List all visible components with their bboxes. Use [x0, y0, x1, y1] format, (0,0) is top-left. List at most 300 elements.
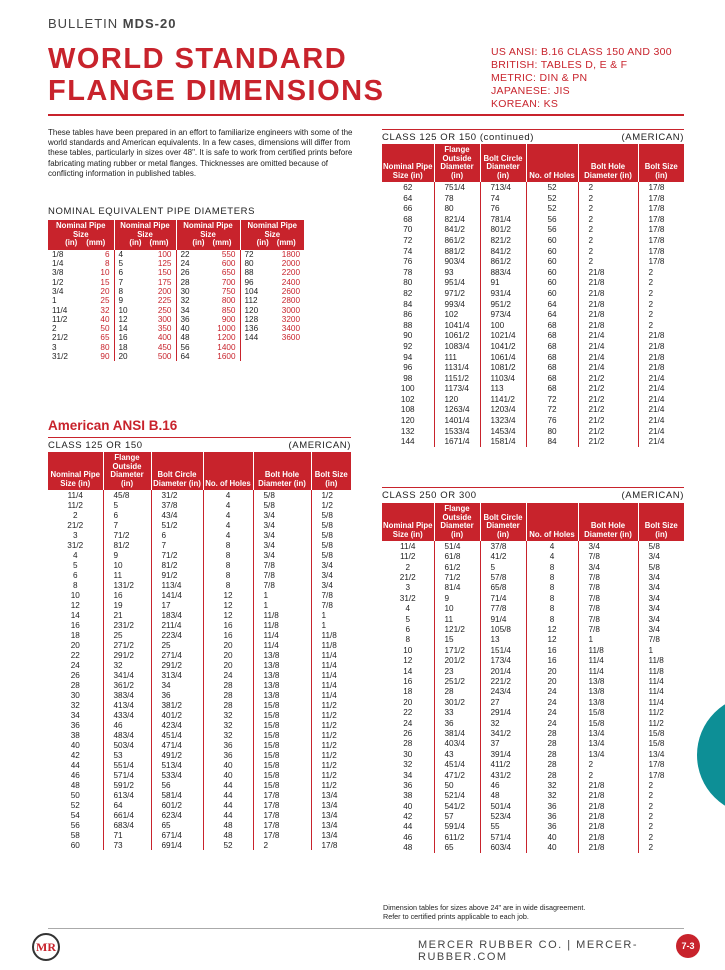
table-row: [382, 362, 684, 373]
table-cell: 2: [578, 182, 638, 193]
table-cell: 451/4: [434, 760, 480, 770]
table-cell: 34: [176, 306, 201, 315]
table-cell: 3: [405, 583, 411, 593]
table-cell: 65: [151, 820, 203, 830]
table-cell: 20: [203, 660, 253, 670]
table-cell: 14: [403, 666, 413, 676]
table-cell: 42: [403, 812, 413, 822]
table-cell: 78: [434, 193, 480, 204]
col-header-bolt-hole: Bolt Hole Diameter (in): [253, 452, 311, 490]
table-cell: 16: [203, 630, 253, 640]
table-cell: 76: [480, 204, 526, 215]
table-cell: 21/8: [638, 341, 684, 352]
table-cell: 391/4: [480, 749, 526, 759]
table-cell: 5/8: [311, 540, 351, 550]
table-cell: 16: [114, 333, 141, 342]
table-cell: 11/2: [638, 708, 684, 718]
table-cell: 13: [480, 635, 526, 645]
table-cell: 2: [638, 843, 684, 853]
table-cell: 104: [240, 287, 269, 296]
table-cell: 11/2: [311, 720, 351, 730]
table-cell: 11/8: [638, 656, 684, 666]
table-cell: 12: [114, 315, 141, 324]
table-row: [382, 822, 684, 832]
table-row: [48, 680, 351, 690]
col-header-outside-diameter: Flange Outside Diameter (in): [434, 503, 480, 541]
table-row: [48, 760, 351, 770]
footer-site-link[interactable]: MERCER-RUBBER.COM: [418, 939, 639, 963]
table-cell: 71/4: [480, 593, 526, 603]
table-cell: 8: [72, 580, 78, 590]
table-cell: 1/2: [52, 277, 64, 287]
table-cell: 11/4: [638, 687, 684, 697]
page-title-line1: WORLD STANDARD: [48, 43, 348, 75]
table-cell: 50: [70, 790, 80, 800]
table-row: [48, 490, 351, 500]
table-cell: 361/2: [103, 680, 151, 690]
table-cell: 4: [203, 520, 253, 530]
table-row: [48, 510, 351, 520]
table-cell: 21/8: [578, 812, 638, 822]
table-cell: 20: [203, 650, 253, 660]
table-row: [382, 666, 684, 676]
table-cell: 11/2: [400, 552, 416, 562]
table-row: [382, 697, 684, 707]
table-cell: 21/8: [638, 331, 684, 342]
table-row: [382, 780, 684, 790]
table-cell: 1/2: [311, 500, 351, 510]
table-cell: 1081/2: [480, 362, 526, 373]
class150cont-table-wrap: [382, 144, 684, 447]
table-cell: 16: [203, 620, 253, 630]
table-cell: 850: [221, 305, 236, 315]
table-cell: 5: [114, 259, 141, 268]
table-cell: 1021/4: [480, 331, 526, 342]
table-cell: 72: [403, 235, 413, 245]
table-cell: 68: [526, 320, 578, 331]
table-cell: 92: [403, 341, 413, 351]
table-cell: 28: [203, 680, 253, 690]
table-cell: 13/4: [311, 830, 351, 840]
table-cell: 60: [526, 288, 578, 299]
table-cell: 23: [434, 666, 480, 676]
table-cell: 14: [70, 610, 80, 620]
table-cell: 800: [221, 296, 236, 306]
table-cell: 243/4: [480, 687, 526, 697]
table-row: [48, 352, 304, 361]
table-cell: 7: [114, 278, 141, 287]
table-cell: 17/8: [638, 257, 684, 268]
table-cell: 11/4: [400, 541, 416, 551]
table-cell: 15/8: [253, 760, 311, 770]
col-header-holes: No. of Holes: [526, 144, 578, 182]
table-cell: 60: [526, 257, 578, 268]
table-row: [48, 660, 351, 670]
table-cell: 50: [434, 780, 480, 790]
table-cell: 11/2: [311, 700, 351, 710]
table-cell: 381/4: [434, 728, 480, 738]
table-cell: 2: [578, 770, 638, 780]
table-cell: 881/2: [434, 246, 480, 257]
table-cell: 12: [526, 625, 578, 635]
table-cell: 73: [103, 840, 151, 850]
table-cell: 57: [434, 812, 480, 822]
table-cell: 22: [176, 250, 201, 259]
table-row: [48, 287, 304, 296]
table-cell: 503/4: [103, 740, 151, 750]
table-cell: 52: [526, 204, 578, 215]
table-cell: 1041/2: [480, 341, 526, 352]
table-row: [48, 250, 304, 259]
table-cell: 1533/4: [434, 426, 480, 437]
table-cell: 691/4: [151, 840, 203, 850]
table-cell: 231/2: [103, 620, 151, 630]
table-cell: 2: [638, 267, 684, 278]
table-row: [48, 650, 351, 660]
table-cell: 76: [403, 257, 413, 267]
table-cell: 4: [72, 550, 78, 560]
col-header-holes: No. of Holes: [203, 452, 253, 490]
table-cell: 34: [403, 770, 413, 780]
table-cell: 11/4: [638, 697, 684, 707]
col-header-bolt-hole: Bolt Hole Diameter (in): [578, 144, 638, 182]
table-cell: 36: [403, 780, 413, 790]
table-cell: 613/4: [103, 790, 151, 800]
table-cell: 74: [480, 193, 526, 204]
table-cell: 6: [103, 510, 151, 520]
table-cell: 1: [638, 645, 684, 655]
table-cell: 3/4: [52, 286, 64, 296]
table-cell: 11/8: [578, 645, 638, 655]
table-cell: 56: [526, 225, 578, 236]
table-cell: 34: [70, 710, 80, 720]
table-cell: 86: [403, 310, 413, 320]
table-cell: 44: [203, 790, 253, 800]
table-row: [48, 530, 351, 540]
footer-company: MERCER RUBBER CO.: [418, 939, 563, 951]
table-cell: 2: [638, 780, 684, 790]
table-cell: 13/8: [253, 680, 311, 690]
table-cell: 96: [403, 363, 413, 373]
table-cell: 120: [434, 394, 480, 405]
table-cell: 65: [434, 843, 480, 853]
table-cell: 76: [526, 415, 578, 426]
table-row: [48, 840, 351, 850]
table-cell: 68: [403, 214, 413, 224]
table-cell: 11/4: [638, 676, 684, 686]
table-cell: 291/4: [480, 708, 526, 718]
bulletin-label: BULLETIN MDS-20: [48, 16, 177, 31]
table-cell: 17/8: [638, 182, 684, 193]
table-cell: 5: [72, 560, 78, 570]
table-cell: 31/2: [151, 490, 203, 500]
table-cell: 11/4: [578, 656, 638, 666]
table-cell: 1: [311, 610, 351, 620]
table-cell: 1141/2: [480, 394, 526, 405]
table-cell: 551/4: [103, 760, 151, 770]
table-cell: 403/4: [434, 739, 480, 749]
table-cell: 250: [157, 305, 172, 315]
table-cell: 6: [114, 268, 141, 277]
nominal-group-header: Nominal Pipe Size (in) (mm): [48, 220, 114, 250]
table-cell: 201/4: [480, 666, 526, 676]
table-cell: 8: [526, 562, 578, 572]
table-cell: 15/8: [253, 740, 311, 750]
nominal-table-wrap: [48, 220, 304, 361]
table-cell: 15/8: [578, 718, 638, 728]
table-cell: 5/8: [638, 562, 684, 572]
table-row: [48, 730, 351, 740]
table-cell: 313/4: [151, 670, 203, 680]
table-cell: 2: [52, 324, 57, 334]
table-cell: 2: [638, 299, 684, 310]
table-cell: 7/8: [253, 560, 311, 570]
table-cell: 45/8: [103, 490, 151, 500]
table-row: [48, 820, 351, 830]
table-cell: 751/4: [434, 182, 480, 193]
table-cell: 37/8: [480, 541, 526, 551]
footnote-line: Dimension tables for sizes above 24" are in wide disagreement.: [383, 903, 586, 912]
table-cell: 2: [72, 510, 78, 520]
table-cell: 70: [403, 225, 413, 235]
table-row: [48, 570, 351, 580]
table-cell: 16: [526, 656, 578, 666]
table-cell: 3/4: [311, 570, 351, 580]
table-cell: 21/8: [578, 310, 638, 321]
page-number-badge: 7-3: [676, 934, 700, 958]
table-cell: 8: [526, 583, 578, 593]
table-cell: 48: [70, 780, 80, 790]
table-cell: 521/4: [434, 791, 480, 801]
table-cell: 571/4: [103, 770, 151, 780]
table-cell: 21/8: [578, 288, 638, 299]
table-cell: 301/2: [434, 697, 480, 707]
table-cell: 591/2: [103, 780, 151, 790]
table-row: [382, 770, 684, 780]
table-row: [382, 352, 684, 363]
table-cell: 973/4: [480, 310, 526, 321]
table-row: [382, 604, 684, 614]
table-cell: 13/8: [578, 687, 638, 697]
table-cell: 24: [70, 660, 80, 670]
table-cell: 36: [526, 822, 578, 832]
table-cell: 11/2: [311, 730, 351, 740]
table-cell: 18: [114, 343, 141, 352]
table-cell: 11/2: [311, 750, 351, 760]
standard-item: US ANSI: B.16 CLASS 150 AND 300: [491, 46, 672, 58]
table-cell: 33: [434, 708, 480, 718]
col-header-bolt-hole: Bolt Hole Diameter (in): [578, 503, 638, 541]
table-cell: 291/2: [103, 650, 151, 660]
table-cell: 11/4: [311, 690, 351, 700]
table-cell: 48: [176, 333, 201, 342]
table-row: [382, 541, 684, 551]
table-cell: 40: [526, 843, 578, 853]
table-row: [382, 718, 684, 728]
table-cell: 2: [405, 562, 411, 572]
table-cell: 650: [221, 268, 236, 278]
class150cont-title: CLASS 125 OR 150 (continued): [382, 132, 534, 143]
table-cell: 601/2: [151, 800, 203, 810]
table-row: [48, 640, 351, 650]
table-cell: 30: [176, 287, 201, 296]
class300-caption: [382, 487, 684, 501]
table-cell: 413/4: [103, 700, 151, 710]
table-cell: 15/8: [253, 730, 311, 740]
table-cell: 15/8: [253, 750, 311, 760]
table-cell: 36: [203, 750, 253, 760]
table-cell: 65: [100, 333, 110, 343]
table-row: [382, 384, 684, 395]
table-cell: 80: [526, 426, 578, 437]
table-cell: 41/2: [480, 552, 526, 562]
table-cell: 44: [403, 822, 413, 832]
table-cell: 13/4: [578, 728, 638, 738]
table-cell: 72: [240, 250, 269, 259]
table-cell: 2800: [281, 296, 300, 306]
table-cell: 144: [240, 333, 269, 342]
table-cell: 523/4: [480, 812, 526, 822]
table-cell: 21/4: [578, 352, 638, 363]
table-cell: 17: [151, 600, 203, 610]
table-cell: 32: [480, 718, 526, 728]
table-cell: 5: [480, 562, 526, 572]
table-cell: 32: [526, 780, 578, 790]
table-cell: 11/4: [67, 490, 83, 500]
table-cell: 15/8: [638, 728, 684, 738]
table-cell: 11/4: [253, 640, 311, 650]
table-cell: 7/8: [578, 625, 638, 635]
table-cell: 24: [176, 259, 201, 268]
table-row: [382, 583, 684, 593]
table-cell: 2: [638, 801, 684, 811]
table-cell: 341/4: [103, 670, 151, 680]
table-cell: 661/4: [103, 810, 151, 820]
table-cell: 12: [70, 600, 80, 610]
table-cell: 401/2: [151, 710, 203, 720]
standard-item: JAPANESE: JIS: [491, 85, 570, 97]
table-cell: 15/8: [253, 780, 311, 790]
table-cell: [269, 343, 304, 352]
table-cell: 98: [403, 373, 413, 383]
table-row: [382, 288, 684, 299]
table-cell: 11/2: [52, 314, 68, 324]
nominal-group-header: Nominal Pipe Size (in) (mm): [240, 220, 304, 250]
table-cell: 623/4: [151, 810, 203, 820]
table-row: [382, 214, 684, 225]
table-cell: 31/2: [67, 540, 84, 550]
table-cell: 1061/2: [434, 331, 480, 342]
table-cell: 48: [203, 830, 253, 840]
table-row: [48, 259, 304, 268]
table-cell: 13/8: [578, 676, 638, 686]
table-cell: 108: [400, 405, 415, 415]
class150-caption: [48, 437, 351, 451]
table-cell: 2: [578, 760, 638, 770]
table-row: [382, 235, 684, 246]
table-cell: 500: [157, 352, 172, 362]
table-row: [382, 341, 684, 352]
col-header-pipe-size: Nominal Pipe Size (in): [382, 144, 434, 182]
table-cell: 40: [176, 324, 201, 333]
table-cell: 2: [638, 278, 684, 289]
table-cell: 3000: [281, 305, 300, 315]
table-cell: 28: [526, 770, 578, 780]
table-cell: 841/2: [480, 246, 526, 257]
table-cell: 951/2: [480, 299, 526, 310]
table-row: [382, 415, 684, 426]
table-cell: 68: [526, 373, 578, 384]
table-cell: 13/4: [578, 739, 638, 749]
class150cont-caption: [382, 129, 684, 143]
table-cell: 28: [526, 749, 578, 759]
table-cell: 84: [403, 299, 413, 309]
table-cell: 17/8: [253, 820, 311, 830]
table-cell: 11/2: [311, 760, 351, 770]
table-cell: 32: [176, 296, 201, 305]
table-row: [382, 257, 684, 268]
table-cell: 1041/4: [434, 320, 480, 331]
class150-title: CLASS 125 OR 150: [48, 440, 143, 451]
table-cell: 43: [434, 749, 480, 759]
table-cell: 12: [526, 635, 578, 645]
table-cell: 48: [480, 791, 526, 801]
table-cell: 2600: [281, 286, 300, 296]
table-cell: 1: [253, 590, 311, 600]
table-cell: 56: [151, 780, 203, 790]
nominal-table: [48, 220, 304, 361]
table-cell: 17/8: [638, 193, 684, 204]
table-cell: 501/4: [480, 801, 526, 811]
table-cell: 9: [114, 296, 141, 305]
table-cell: 21/2: [67, 520, 84, 530]
table-cell: 80: [403, 278, 413, 288]
table-cell: [240, 343, 269, 352]
table-cell: 3/4: [638, 625, 684, 635]
table-cell: 100: [157, 249, 172, 259]
footnote: [383, 903, 585, 921]
table-cell: 71/2: [103, 530, 151, 540]
table-cell: 8: [526, 573, 578, 583]
col-header-bolt-size: Bolt Size (in): [638, 503, 684, 541]
table-cell: 2: [253, 840, 311, 850]
table-cell: 6: [72, 570, 78, 580]
table-row: [48, 810, 351, 820]
table-cell: 25: [100, 296, 110, 306]
table-cell: 513/4: [151, 760, 203, 770]
table-row: [48, 710, 351, 720]
table-row: [382, 331, 684, 342]
table-row: [48, 520, 351, 530]
table-cell: 26: [176, 268, 201, 277]
table-cell: 100: [480, 320, 526, 331]
header-rule: [48, 114, 684, 116]
table-cell: 91: [480, 278, 526, 289]
table-row: [48, 278, 304, 287]
table-cell: 4: [203, 490, 253, 500]
table-cell: 28: [526, 760, 578, 770]
table-cell: 65/8: [480, 583, 526, 593]
table-cell: 251/2: [434, 676, 480, 686]
table-cell: 2: [638, 832, 684, 842]
table-cell: 21/8: [578, 791, 638, 801]
table-cell: 5/8: [253, 500, 311, 510]
table-cell: 68: [526, 352, 578, 363]
table-row: [382, 614, 684, 624]
table-cell: 11/2: [67, 500, 83, 510]
table-cell: 7/8: [578, 583, 638, 593]
nominal-group-header: Nominal Pipe Size (in) (mm): [176, 220, 240, 250]
